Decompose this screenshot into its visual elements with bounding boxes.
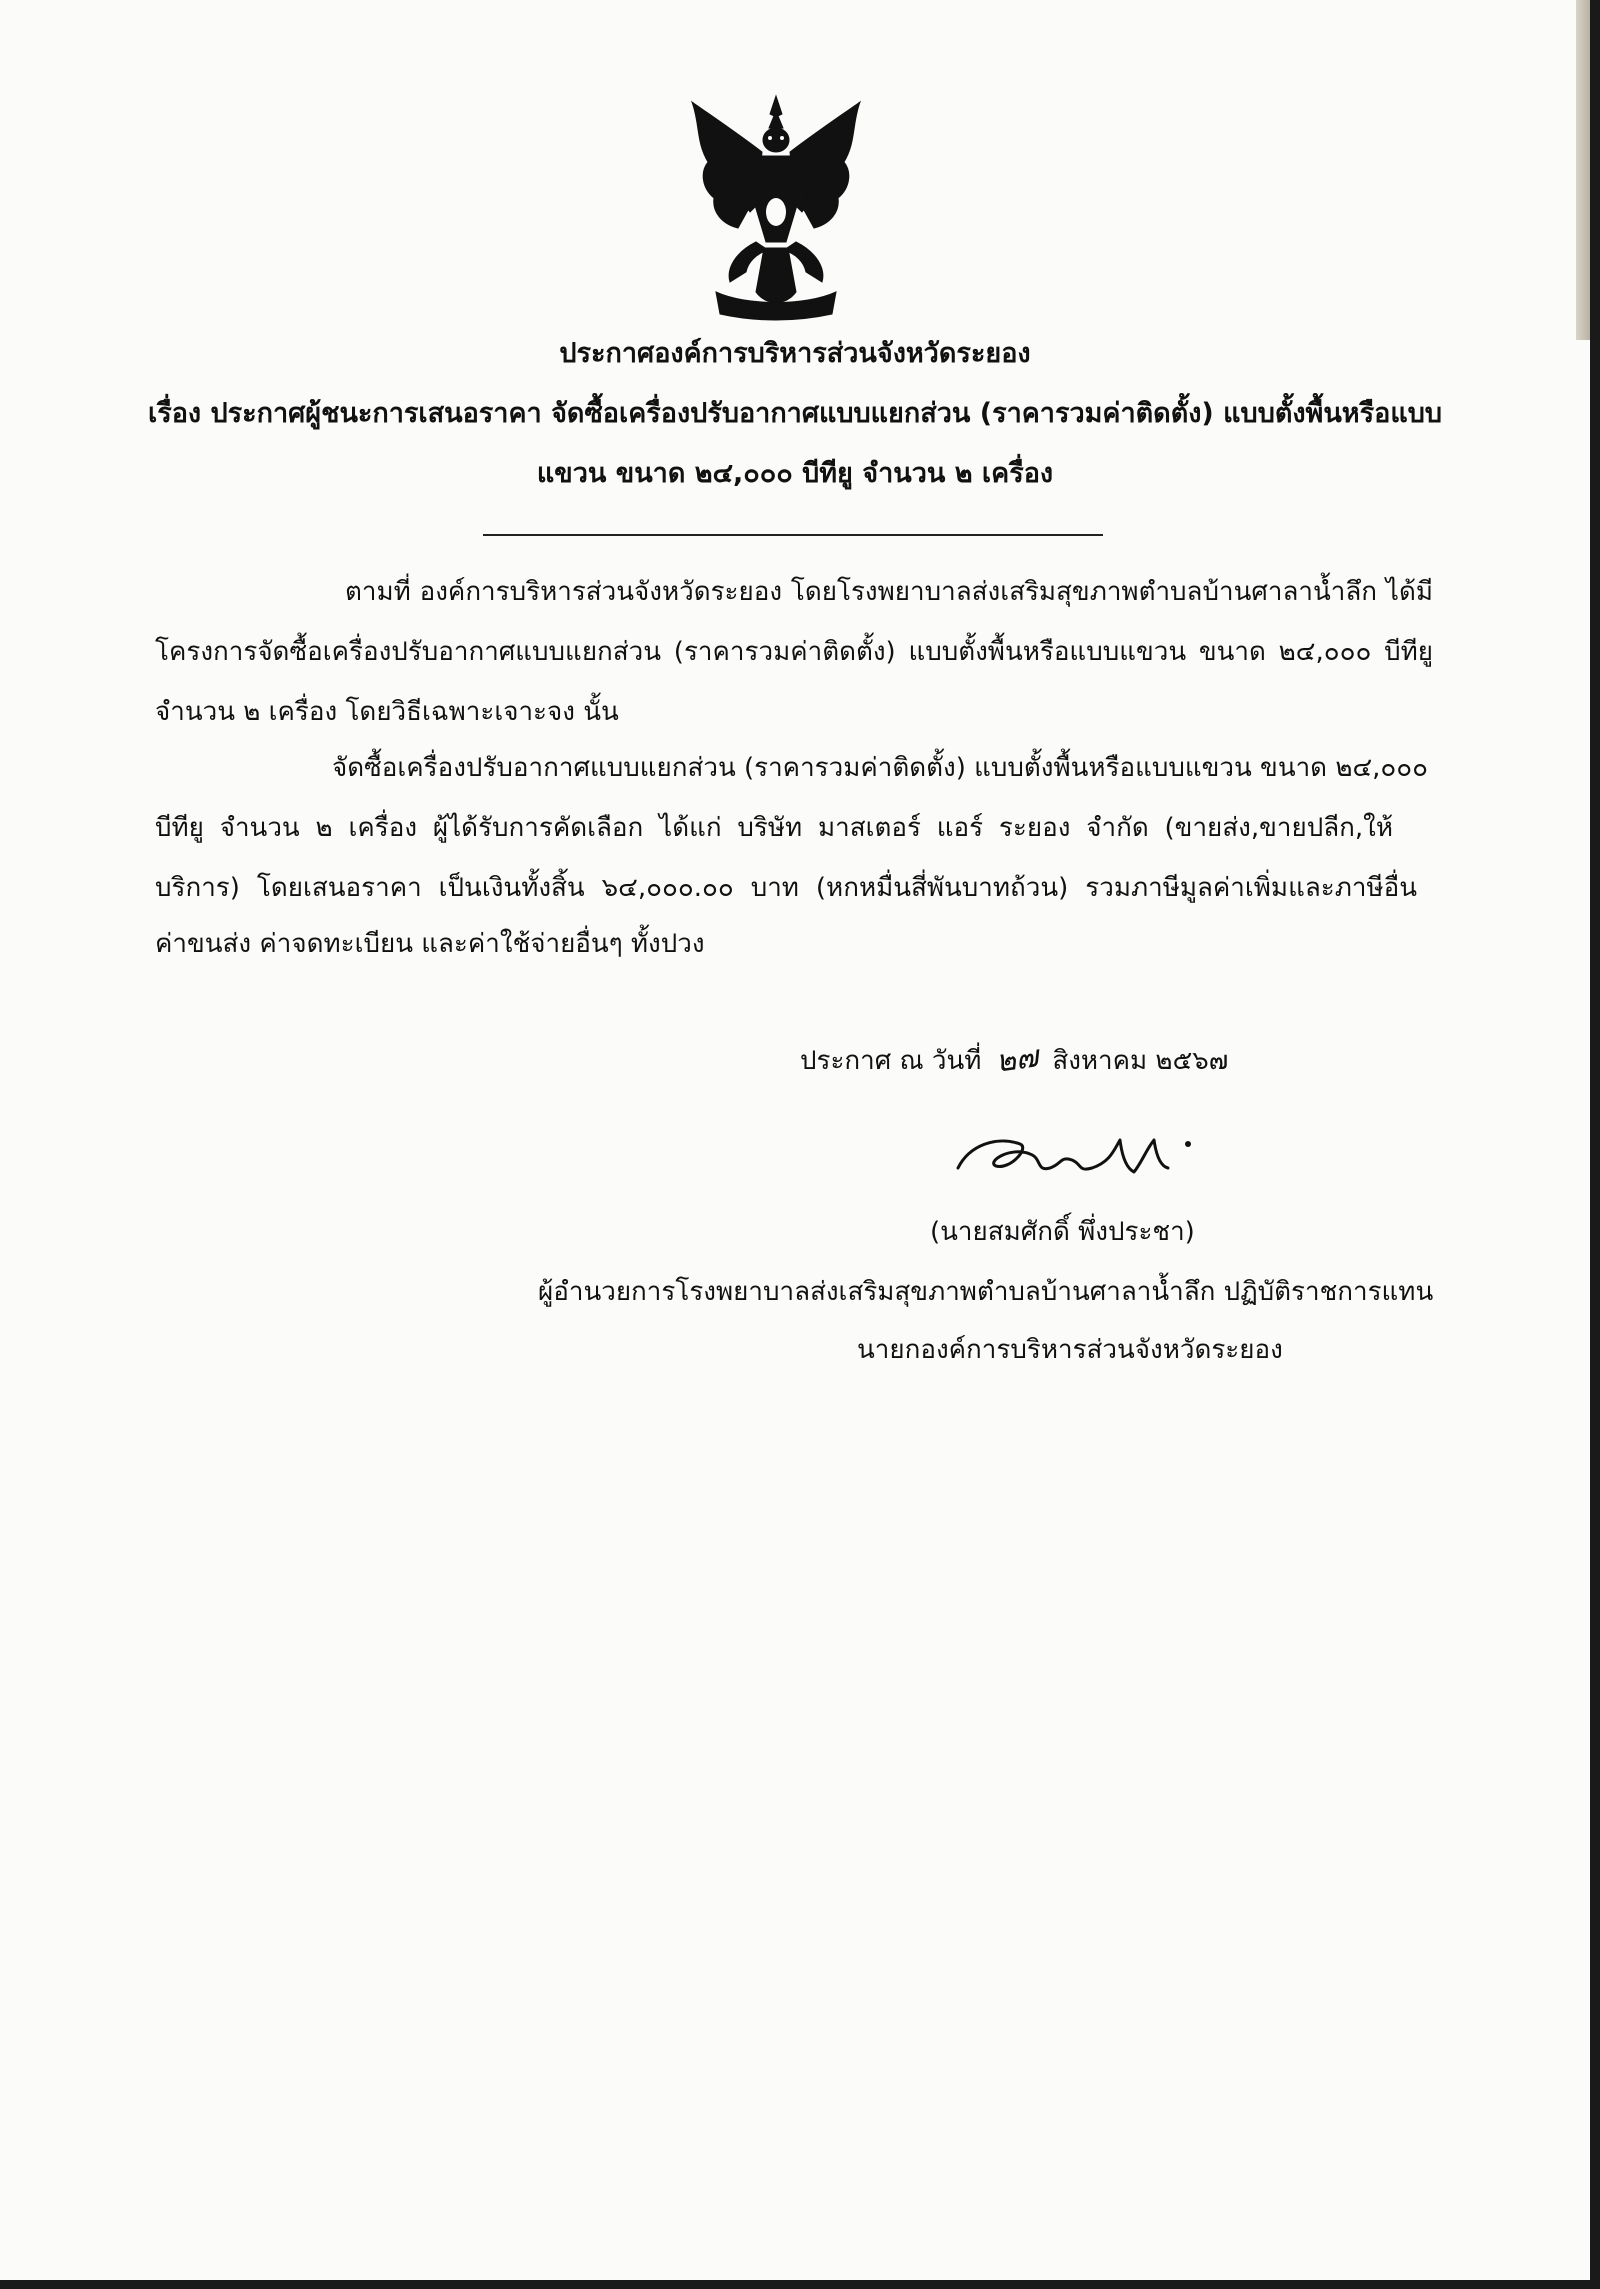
announcement-organization: ประกาศองค์การบริหารส่วนจังหวัดระยอง [559,338,1031,369]
announcement-date [800,1040,1228,1081]
announcement-subject-line-1: เรื่อง ประกาศผู้ชนะการเสนอราคา จัดซื้อเครื่องปรับอากาศแบบแยกส่วน (ราคารวมค่าติดตั้ง) แบบตั้งพื้นหรือแบบ [147,398,1443,429]
scan-edge-strip [1576,0,1590,340]
paragraph-line: ค่าขนส่ง ค่าจดทะเบียน และค่าใช้จ่ายอื่นๆ ทั้งปวง [155,929,705,959]
announcement-subject-line-2: แขวน ขนาด ๒๔,๐๐๐ บีทียู จำนวน ๒ เครื่อง [536,458,1054,489]
paragraph-line: ตามที่ องค์การบริหารส่วนจังหวัดระยอง โดยโรงพยาบาลส่งเสริมสุขภาพตำบลบ้านศาลาน้ำลึก ได้มี [345,577,1433,607]
signer-name: (นายสมศักดิ์ พึ่งประชา) [930,1217,1195,1247]
paragraph-line: โครงการจัดซื้อเครื่องปรับอากาศแบบแยกส่วน (ราคารวมค่าติดตั้ง) แบบตั้งพื้นหรือแบบแขวน ขนาด ๒๔,๐๐๐ บีทียู [155,637,1433,667]
date-day-handwritten: ๒๗ [993,1039,1041,1080]
signer-position-line-1: ผู้อำนวยการโรงพยาบาลส่งเสริมสุขภาพตำบลบ้านศาลาน้ำลึก ปฏิบัติราชการแทน [538,1277,1434,1307]
paragraph-line: บริการ) โดยเสนอราคา เป็นเงินทั้งสิ้น ๖๔,๐๐๐.๐๐ บาท (หกหมื่นสี่พันบาทถ้วน) รวมภาษีมูลค่าเพิ่มและภาษีอื่น [155,873,1417,903]
paragraph-line: บีทียู จำนวน ๒ เครื่อง ผู้ได้รับการคัดเลือก ได้แก่ บริษัท มาสเตอร์ แอร์ ระยอง จำกัด (ขายส่ง,ขายปลีก,ให้ [155,813,1393,843]
garuda-emblem-icon [686,92,866,322]
date-month-year: สิงหาคม ๒๕๖๗ [1052,1046,1229,1076]
paragraph-line: จัดซื้อเครื่องปรับอากาศแบบแยกส่วน (ราคารวมค่าติดตั้ง) แบบตั้งพื้นหรือแบบแขวน ขนาด ๒๔,๐๐๐ [332,753,1429,783]
date-prefix: ประกาศ ณ วันที่ [800,1046,982,1076]
signature-icon [950,1110,1210,1200]
signer-position-line-2: นายกองค์การบริหารส่วนจังหวัดระยอง [857,1335,1283,1365]
paragraph-line: จำนวน ๒ เครื่อง โดยวิธีเฉพาะเจาะจง นั้น [155,697,619,727]
header-divider [483,534,1103,536]
